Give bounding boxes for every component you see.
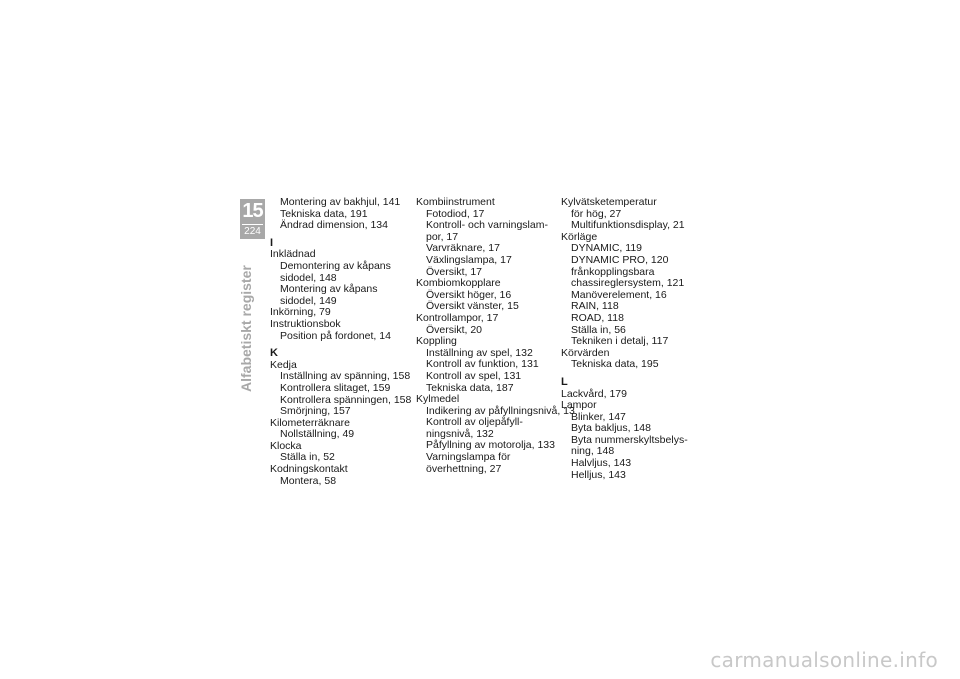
index-subentry: Översikt, 20: [426, 323, 483, 336]
index-subentry: Påfyllning av motorolja, 133: [426, 439, 555, 452]
index-subentry: Blinker, 147: [571, 410, 626, 423]
index-subentry: ningsnivå, 132: [426, 427, 494, 440]
chapter-title: Alfabetiskt register: [238, 265, 254, 392]
index-subentry: Byta bakljus, 148: [571, 422, 651, 435]
index-subentry: Kontroll av oljepåfyll-: [426, 416, 523, 429]
index-entry: Inklädnad: [270, 248, 316, 261]
index-subentry: Översikt höger, 16: [426, 288, 512, 301]
index-subentry: Översikt, 17: [426, 265, 483, 278]
index-subentry: Inställning av spel, 132: [426, 346, 533, 359]
index-subentry: DYNAMIC PRO, 120: [571, 253, 669, 266]
index-entry: Kedja: [270, 358, 297, 371]
index-subentry: Position på fordonet, 14: [280, 329, 391, 342]
chapter-divider: [242, 224, 263, 225]
index-entry: Kylmedel: [416, 393, 460, 406]
index-letter-heading: I: [270, 236, 274, 249]
index-subentry: RAIN, 118: [571, 300, 619, 313]
chapter-tab: [240, 199, 265, 239]
index-entry: Instruktionsbok: [270, 317, 341, 330]
index-subentry: Fotodiod, 17: [426, 207, 485, 220]
index-subentry: Kontroll- och varningslam-: [426, 219, 548, 232]
index-subentry: Tekniska data, 187: [426, 381, 514, 394]
index-subentry: Tekniska data, 191: [280, 207, 368, 220]
chapter-number: 15: [242, 200, 263, 222]
index-entry: Kombiomkopplare: [416, 277, 501, 290]
index-subentry: por, 17: [426, 230, 459, 243]
index-entry: Körvärden: [561, 346, 610, 359]
index-subentry: Kontrollera spänningen, 158: [280, 393, 412, 406]
index-subentry: Manöverelement, 16: [571, 288, 667, 301]
index-entry: Kombiinstrument: [416, 196, 495, 208]
index-subentry: Smörjning, 157: [280, 405, 351, 418]
index-subentry: sidodel, 149: [280, 294, 337, 307]
index-subentry: Byta nummerskyltsbelys-: [571, 433, 688, 446]
index-subentry: Tekniska data, 195: [571, 358, 659, 371]
index-subentry: Kontrollera slitaget, 159: [280, 381, 391, 394]
index-subentry: Ställa in, 56: [571, 323, 626, 336]
page-number: 224: [244, 226, 261, 237]
index-subentry: chassireglersystem, 121: [571, 277, 685, 290]
index-subentry: Varvräknare, 17: [426, 242, 500, 255]
index-entry: Inkörning, 79: [270, 306, 331, 319]
index-entry: Körläge: [561, 230, 598, 243]
index-subentry: Kontroll av spel, 131: [426, 369, 522, 382]
index-subentry: överhettning, 27: [426, 462, 502, 475]
index-entry: Lackvård, 179: [561, 387, 627, 400]
index-subentry: Montering av bakhjul, 141: [280, 196, 401, 208]
index-subentry: Inställning av spänning, 158: [280, 370, 411, 383]
watermark-url: carmanualsonline.info: [710, 648, 938, 672]
index-subentry: Växlingslampa, 17: [426, 253, 512, 266]
index-subentry: Halvljus, 143: [571, 457, 632, 470]
index-letter-heading: L: [561, 375, 568, 388]
index-subentry: Översikt vänster, 15: [426, 300, 519, 313]
index-subentry: Nollställning, 49: [280, 428, 355, 441]
index-subentry: DYNAMIC, 119: [571, 242, 642, 255]
index-entry: Kylvätsketemperatur: [561, 196, 657, 208]
index-column-1: [270, 197, 411, 487]
index-entry: Kilometerräknare: [270, 416, 350, 429]
index-subentry: Tekniken i detalj, 117: [571, 335, 669, 348]
index-subentry: Multifunktionsdisplay, 21: [571, 219, 685, 232]
index-entry: Klocka: [270, 439, 302, 452]
index-subentry: sidodel, 148: [280, 271, 337, 284]
index-subentry: ROAD, 118: [571, 311, 624, 324]
index-subentry: Indikering av påfyllningsnivå, 13: [426, 404, 575, 417]
index-letter-heading: K: [270, 347, 278, 360]
index-subentry: Kontroll av funktion, 131: [426, 358, 539, 371]
index-entry: Lampor: [561, 399, 597, 412]
index-subentry: Ändrad dimension, 134: [280, 219, 388, 232]
index-subentry: för hög, 27: [571, 207, 622, 220]
index-subentry: Helljus, 143: [571, 468, 626, 481]
index-column-2: [416, 197, 575, 475]
index-entry: Kontrollampor, 17: [416, 311, 499, 324]
index-subentry: ning, 148: [571, 445, 615, 458]
index-subentry: Ställa in, 52: [280, 451, 335, 464]
index-subentry: Varningslampa för: [426, 451, 511, 464]
index-subentry: Montera, 58: [280, 474, 337, 487]
index-subentry: Demontering av kåpans: [280, 259, 391, 272]
index-column-3: [561, 197, 688, 481]
index-subentry: Montering av kåpans: [280, 283, 378, 296]
index-entry: Kodningskontakt: [270, 463, 348, 476]
index-subentry: frånkopplingsbara: [571, 265, 655, 278]
index-entry: Koppling: [416, 335, 457, 348]
